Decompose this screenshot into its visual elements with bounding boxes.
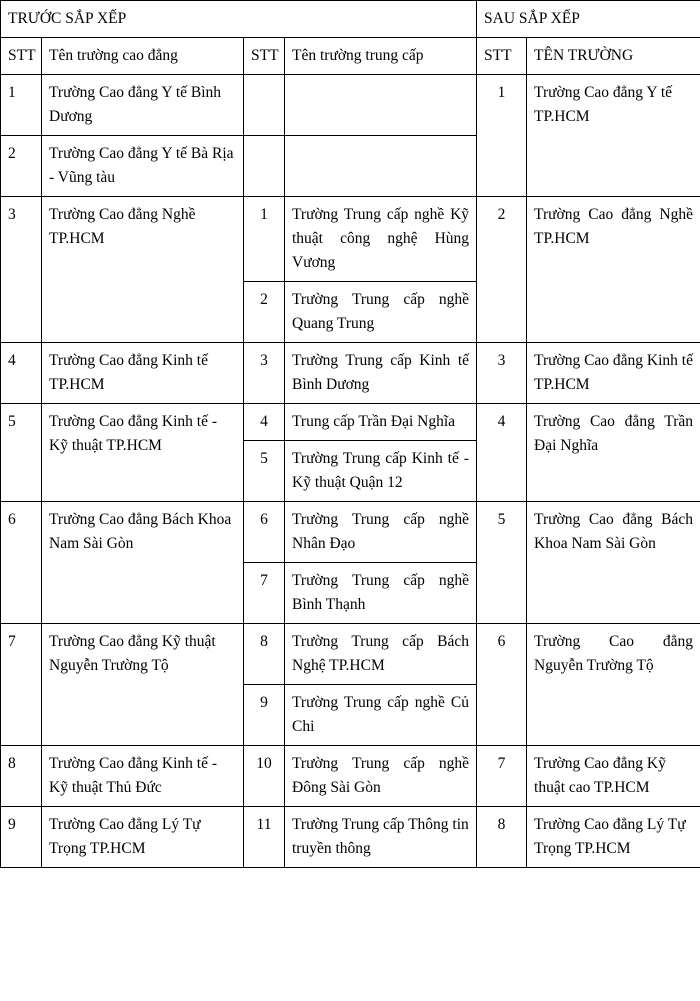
cell-stt-after: 3 <box>477 343 527 404</box>
cell-college-name: Trường Cao đẳng Bách Khoa Nam Sài Gòn <box>42 502 244 624</box>
cell-stt-after: 6 <box>477 624 527 746</box>
table-row <box>1 807 700 868</box>
cell-after-name: Trường Cao đẳng Bách Khoa Nam Sài Gòn <box>527 502 700 624</box>
cell-stt-secondary: 7 <box>244 563 285 624</box>
cell-stt-secondary: 10 <box>244 746 285 807</box>
cell-stt-college: 8 <box>1 746 42 807</box>
cell-stt-college: 5 <box>1 404 42 502</box>
cell-stt-college: 9 <box>1 807 42 868</box>
cell-after-name: Trường Cao đẳng Kỹ thuật cao TP.HCM <box>527 746 700 807</box>
col-header-after-name: TÊN TRƯỜNG <box>527 38 700 75</box>
banner-before: TRƯỚC SẮP XẾP <box>1 1 477 38</box>
cell-stt-secondary: 8 <box>244 624 285 685</box>
cell-stt-college: 7 <box>1 624 42 746</box>
table-row <box>1 746 700 807</box>
cell-secondary-name: Trường Trung cấp nghề Kỹ thuật công nghệ Hùng Vương <box>285 197 477 282</box>
cell-stt-after: 5 <box>477 502 527 624</box>
cell-after-name: Trường Cao đẳng Trần Đại Nghĩa <box>527 404 700 502</box>
cell-secondary-name: Trường Trung cấp nghề Củ Chi <box>285 685 477 746</box>
cell-stt-after: 8 <box>477 807 527 868</box>
cell-after-name: Trường Cao đẳng Y tế TP.HCM <box>527 75 700 197</box>
table-row <box>1 197 700 282</box>
cell-secondary-name: Trường Trung cấp nghề Quang Trung <box>285 282 477 343</box>
cell-stt-secondary <box>244 75 285 136</box>
cell-college-name: Trường Cao đẳng Kinh tế - Kỹ thuật Thủ Đức <box>42 746 244 807</box>
cell-after-name: Trường Cao đẳng Kinh tế TP.HCM <box>527 343 700 404</box>
cell-stt-college: 4 <box>1 343 42 404</box>
cell-stt-secondary: 9 <box>244 685 285 746</box>
cell-stt-secondary: 3 <box>244 343 285 404</box>
cell-college-name: Trường Cao đẳng Kinh tế TP.HCM <box>42 343 244 404</box>
cell-after-name: Trường Cao đẳng Nguyễn Trường Tộ <box>527 624 700 746</box>
cell-stt-college: 2 <box>1 136 42 197</box>
cell-college-name: Trường Cao đẳng Y tế Bà Rịa - Vũng tàu <box>42 136 244 197</box>
cell-stt-secondary: 1 <box>244 197 285 282</box>
cell-stt-college: 3 <box>1 197 42 343</box>
cell-college-name: Trường Cao đẳng Lý Tự Trọng TP.HCM <box>42 807 244 868</box>
col-header-secondary-name: Tên trường trung cấp <box>285 38 477 75</box>
cell-secondary-name <box>285 136 477 197</box>
cell-secondary-name: Trường Trung cấp nghề Bình Thạnh <box>285 563 477 624</box>
cell-college-name: Trường Cao đẳng Kỹ thuật Nguyễn Trường Tộ <box>42 624 244 746</box>
cell-stt-secondary: 2 <box>244 282 285 343</box>
cell-stt-after: 2 <box>477 197 527 343</box>
cell-stt-college: 6 <box>1 502 42 624</box>
cell-stt-after: 1 <box>477 75 527 197</box>
table-banner-row <box>1 1 700 38</box>
cell-stt-secondary: 11 <box>244 807 285 868</box>
cell-stt-after: 7 <box>477 746 527 807</box>
table-row <box>1 502 700 563</box>
cell-stt-secondary: 5 <box>244 441 285 502</box>
table-header-row <box>1 38 700 75</box>
cell-secondary-name: Trường Trung cấp Kinh tế Bình Dương <box>285 343 477 404</box>
cell-stt-secondary <box>244 136 285 197</box>
cell-secondary-name: Trường Trung cấp nghề Đông Sài Gòn <box>285 746 477 807</box>
table-row <box>1 343 700 404</box>
cell-college-name: Trường Cao đẳng Nghề TP.HCM <box>42 197 244 343</box>
cell-college-name: Trường Cao đẳng Y tế Bình Dương <box>42 75 244 136</box>
col-header-stt-after: STT <box>477 38 527 75</box>
cell-stt-secondary: 4 <box>244 404 285 441</box>
cell-secondary-name: Trường Trung cấp Thông tin truyền thông <box>285 807 477 868</box>
cell-stt-after: 4 <box>477 404 527 502</box>
table-row <box>1 624 700 685</box>
cell-secondary-name: Trường Trung cấp Kinh tế - Kỹ thuật Quận 12 <box>285 441 477 502</box>
col-header-stt-secondary: STT <box>244 38 285 75</box>
cell-after-name: Trường Cao đẳng Nghề TP.HCM <box>527 197 700 343</box>
table-row <box>1 404 700 441</box>
table-row <box>1 75 700 136</box>
col-header-college-name: Tên trường cao đẳng <box>42 38 244 75</box>
banner-after: SAU SẮP XẾP <box>477 1 700 38</box>
cell-secondary-name: Trung cấp Trần Đại Nghĩa <box>285 404 477 441</box>
cell-stt-secondary: 6 <box>244 502 285 563</box>
cell-secondary-name: Trường Trung cấp nghề Nhân Đạo <box>285 502 477 563</box>
cell-secondary-name <box>285 75 477 136</box>
col-header-stt-college: STT <box>1 38 42 75</box>
cell-college-name: Trường Cao đẳng Kinh tế - Kỹ thuật TP.HCM <box>42 404 244 502</box>
cell-stt-college: 1 <box>1 75 42 136</box>
cell-secondary-name: Trường Trung cấp Bách Nghệ TP.HCM <box>285 624 477 685</box>
cell-after-name: Trường Cao đẳng Lý Tự Trọng TP.HCM <box>527 807 700 868</box>
